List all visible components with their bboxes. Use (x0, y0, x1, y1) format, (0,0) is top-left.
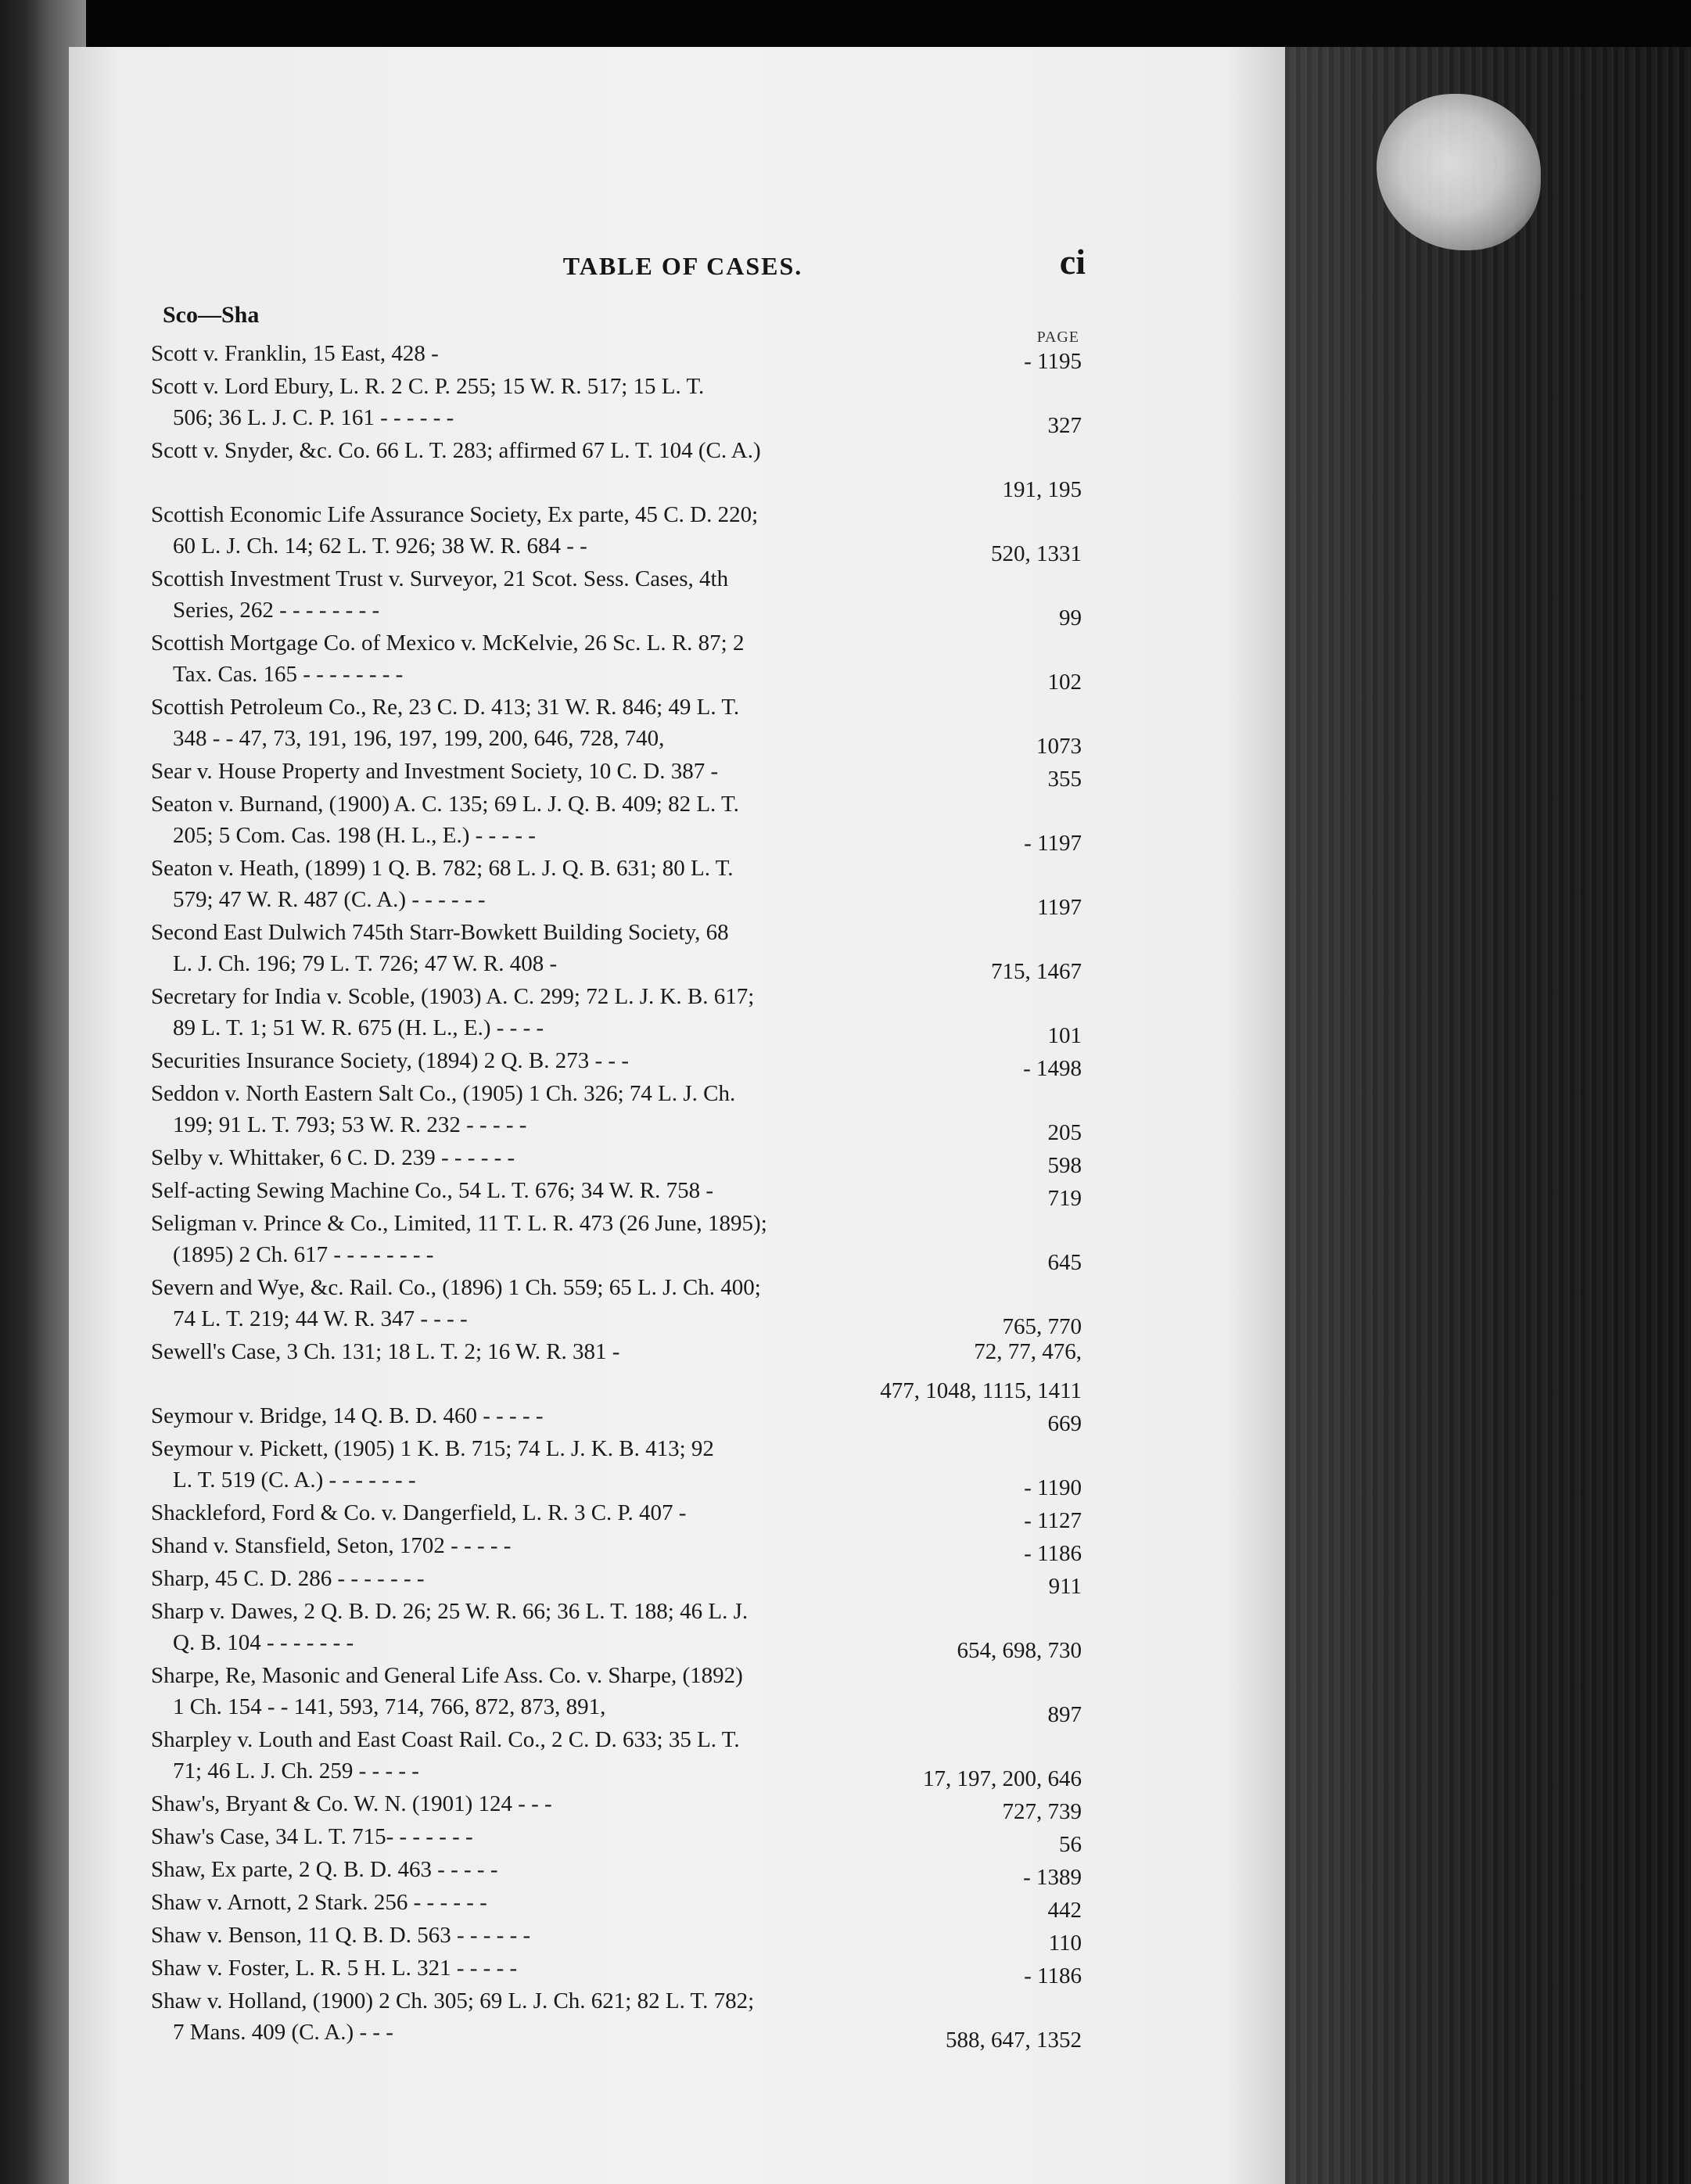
case-citation-text: Shackleford, Ford & Co. v. Dangerfield, L. R. 3 C. P. 407 - (151, 1500, 687, 1525)
case-citation-text: Shaw v. Foster, L. R. 5 H. L. 321 - - - - - (151, 1956, 518, 1981)
case-entry (151, 1175, 1082, 1211)
case-entry (151, 788, 1082, 856)
case-entry (151, 981, 1082, 1048)
case-entry-line (151, 1887, 1082, 1923)
case-entry-line (151, 530, 1082, 566)
case-entry (151, 853, 1082, 920)
case-entry-line (151, 1788, 1082, 1824)
case-entry-line (151, 1272, 1082, 1303)
case-citation-text: 1 Ch. 154 - - 141, 593, 714, 766, 872, 873, 891, (173, 1694, 606, 1719)
case-citation-text: Shaw, Ex parte, 2 Q. B. D. 463 - - - - - (151, 1857, 498, 1882)
case-citation-text: Sewell's Case, 3 Ch. 131; 18 L. T. 2; 16 W. R. 381 - (151, 1339, 620, 1364)
case-page-references: - 1186 (1024, 1963, 1082, 1988)
case-entry (151, 1336, 1082, 1403)
case-entry-line (151, 1303, 1082, 1339)
case-entry-line (151, 594, 1082, 630)
case-entry-line (151, 1530, 1082, 1566)
case-citation-text: 579; 47 W. R. 487 (C. A.) - - - - - - (173, 887, 486, 912)
case-entry-line (151, 1012, 1082, 1048)
case-citation-text: Seymour v. Pickett, (1905) 1 K. B. 715; 74 L. J. K. B. 413; 92 (151, 1436, 714, 1461)
case-citation-text: Scott v. Franklin, 15 East, 428 - (151, 341, 439, 366)
case-entry-line (151, 1336, 1082, 1367)
case-page-references: 727, 739 (1002, 1799, 1082, 1824)
case-entry (151, 1985, 1082, 2053)
case-citation-text: Shand v. Stansfield, Seton, 1702 - - - - - (151, 1533, 512, 1558)
case-entry-line (151, 1596, 1082, 1627)
case-entry-line (151, 1367, 1082, 1403)
case-citation-text: 7 Mans. 409 (C. A.) - - - (173, 2020, 393, 2045)
case-page-references: 719 (1047, 1186, 1082, 1211)
case-citation-text: Q. B. 104 - - - - - - - (173, 1630, 354, 1655)
case-page-references: 17, 197, 200, 646 (923, 1766, 1082, 1791)
case-page-references: 101 (1047, 1023, 1082, 1048)
case-entry-line (151, 1078, 1082, 1109)
case-entry-line (151, 1142, 1082, 1178)
case-citation-text: Tax. Cas. 165 - - - - - - - - (173, 662, 404, 687)
case-entry (151, 1920, 1082, 1956)
case-citation-text: Selby v. Whittaker, 6 C. D. 239 - - - - - - (151, 1145, 515, 1170)
case-entry-line (151, 1239, 1082, 1275)
case-page-references: - 1195 (1024, 349, 1082, 374)
case-page-references: - 1186 (1024, 1541, 1082, 1566)
case-citation-text: Seligman v. Prince & Co., Limited, 11 T. L. R. 473 (26 June, 1895); (151, 1211, 767, 1236)
page-column-label: PAGE (1036, 329, 1079, 346)
case-entry-line (151, 338, 1082, 374)
case-citation-text: 89 L. T. 1; 51 W. R. 675 (H. L., E.) - - - - (173, 1015, 544, 1040)
case-page-references: 110 (1048, 1931, 1082, 1956)
case-entry (151, 756, 1082, 792)
case-citation-text: 60 L. J. Ch. 14; 62 L. T. 926; 38 W. R. 684 - - (173, 533, 587, 559)
case-citation-text: 74 L. T. 219; 44 W. R. 347 - - - - (173, 1306, 468, 1331)
case-entry (151, 1952, 1082, 1988)
case-entry (151, 627, 1082, 695)
case-entry-line (151, 1627, 1082, 1663)
case-entry (151, 371, 1082, 438)
case-citation-text: 71; 46 L. J. Ch. 259 - - - - - (173, 1758, 419, 1783)
case-citation-text: Seymour v. Bridge, 14 Q. B. D. 460 - - - - - (151, 1403, 544, 1428)
case-citation-text: Sharp v. Dawes, 2 Q. B. D. 26; 25 W. R. 66; 36 L. T. 188; 46 L. J. (151, 1599, 749, 1624)
case-page-references: 654, 698, 730 (957, 1638, 1082, 1663)
case-entry (151, 1596, 1082, 1663)
case-entry-line (151, 1724, 1082, 1755)
case-entry (151, 338, 1082, 374)
case-citation-text: Shaw v. Arnott, 2 Stark. 256 - - - - - - (151, 1890, 487, 1915)
case-entry-line (151, 1109, 1082, 1145)
case-entry-line (151, 981, 1082, 1012)
case-entry (151, 1821, 1082, 1857)
running-head-title: TABLE OF CASES. (562, 252, 803, 280)
case-entry-line (151, 1045, 1082, 1081)
case-page-references: 99 (1059, 605, 1082, 630)
case-entry (151, 563, 1082, 630)
case-page-references: 897 (1047, 1702, 1082, 1727)
case-entry-line (151, 1400, 1082, 1436)
case-citation-text: Scottish Economic Life Assurance Society, Ex parte, 45 C. D. 220; (151, 502, 759, 527)
case-entry-line (151, 853, 1082, 884)
case-entry-line (151, 466, 1082, 502)
case-entry (151, 691, 1082, 759)
case-page-references: 102 (1047, 670, 1082, 695)
case-page-references: 442 (1047, 1898, 1082, 1923)
case-page-references: 72, 77, 476, (974, 1339, 1082, 1364)
case-citation-text: 348 - - 47, 73, 191, 196, 197, 199, 200, 646, 728, 740, (173, 726, 665, 751)
scan-dark-background (1283, 47, 1691, 2184)
case-entry-line (151, 1464, 1082, 1500)
case-citation-text: Seddon v. North Eastern Salt Co., (1905) 1 Ch. 326; 74 L. J. Ch. (151, 1081, 736, 1106)
case-entry (151, 1142, 1082, 1178)
case-entry (151, 1563, 1082, 1599)
case-entry (151, 1887, 1082, 1923)
case-entry-line (151, 756, 1082, 792)
case-citation-text: 205; 5 Com. Cas. 198 (H. L., E.) - - - - - (173, 823, 536, 848)
case-page-references: - 1197 (1024, 831, 1082, 856)
case-citation-text: Shaw v. Benson, 11 Q. B. D. 563 - - - - - - (151, 1923, 531, 1948)
case-page-references: 911 (1048, 1574, 1082, 1599)
case-citation-text: Series, 262 - - - - - - - - (173, 598, 380, 623)
case-entry-line (151, 659, 1082, 695)
case-entry-line (151, 1691, 1082, 1727)
case-page-references: 355 (1047, 767, 1082, 792)
case-entry-line (151, 820, 1082, 856)
case-entry-line (151, 1208, 1082, 1239)
case-citation-text: Self-acting Sewing Machine Co., 54 L. T. 676; 34 W. R. 758 - (151, 1178, 714, 1203)
case-page-references: - 1389 (1023, 1865, 1082, 1890)
case-entry-line (151, 1755, 1082, 1791)
case-entry-line (151, 627, 1082, 659)
case-citation-text: 199; 91 L. T. 793; 53 W. R. 232 - - - - - (173, 1112, 527, 1137)
case-citation-text: L. T. 519 (C. A.) - - - - - - - (173, 1467, 416, 1493)
case-entry-line (151, 1175, 1082, 1211)
case-entry-line (151, 1433, 1082, 1464)
case-entry (151, 1660, 1082, 1727)
case-entry (151, 1078, 1082, 1145)
case-citation-text: Sharpe, Re, Masonic and General Life Ass. Co. v. Sharpe, (1892) (151, 1663, 743, 1688)
case-page-references: - 1127 (1024, 1508, 1082, 1533)
case-entries-list (69, 47, 1285, 2184)
case-citation-text: Scottish Investment Trust v. Surveyor, 21 Scot. Sess. Cases, 4th (151, 566, 729, 591)
case-citation-text: Securities Insurance Society, (1894) 2 Q. B. 273 - - - (151, 1048, 629, 1073)
case-entry-line (151, 1660, 1082, 1691)
case-entry (151, 1045, 1082, 1081)
case-entry-line (151, 563, 1082, 594)
case-entry (151, 1530, 1082, 1566)
case-page-references: 327 (1047, 413, 1082, 438)
case-entry (151, 435, 1082, 502)
case-entry (151, 917, 1082, 984)
case-page-references: - 1190 (1024, 1475, 1082, 1500)
case-page-references: 520, 1331 (991, 541, 1082, 566)
case-entry-line (151, 371, 1082, 402)
case-citation-text: Scott v. Lord Ebury, L. R. 2 C. P. 255; 15 W. R. 517; 15 L. T. (151, 374, 705, 399)
case-citation-text: Sharp, 45 C. D. 286 - - - - - - - (151, 1566, 425, 1591)
case-page-references: - 1498 (1023, 1056, 1082, 1081)
case-citation-text: Scottish Petroleum Co., Re, 23 C. D. 413; 31 W. R. 846; 49 L. T. (151, 695, 740, 720)
case-entry (151, 1433, 1082, 1500)
case-entry (151, 1788, 1082, 1824)
book-page (69, 47, 1285, 2184)
case-citation-text: (1895) 2 Ch. 617 - - - - - - - - (173, 1242, 434, 1267)
case-page-references: 477, 1048, 1115, 1411 (880, 1378, 1082, 1403)
case-entry-line (151, 884, 1082, 920)
case-citation-text: Shaw's Case, 34 L. T. 715- - - - - - - (151, 1824, 473, 1849)
case-page-references: 715, 1467 (991, 959, 1082, 984)
case-page-references: 765, 770 (1002, 1314, 1082, 1339)
case-citation-text: Scott v. Snyder, &c. Co. 66 L. T. 283; affirmed 67 L. T. 104 (C. A.) (151, 438, 761, 463)
case-entry-line (151, 1563, 1082, 1599)
case-page-references: 205 (1047, 1120, 1082, 1145)
case-entry-line (151, 723, 1082, 759)
case-entry (151, 499, 1082, 566)
case-page-references: 598 (1047, 1153, 1082, 1178)
case-entry-line (151, 1952, 1082, 1988)
case-entry-line (151, 1821, 1082, 1857)
case-citation-text: Scottish Mortgage Co. of Mexico v. McKelvie, 26 Sc. L. R. 87; 2 (151, 630, 745, 656)
case-citation-text: Second East Dulwich 745th Starr-Bowkett Building Society, 68 (151, 920, 729, 945)
case-entry (151, 1272, 1082, 1339)
alphabetical-range-label: Sco—Sha (163, 302, 260, 328)
case-entry-line (151, 435, 1082, 466)
case-citation-text: Shaw v. Holland, (1900) 2 Ch. 305; 69 L. J. Ch. 621; 82 L. T. 782; (151, 1988, 755, 2013)
case-citation-text: 506; 36 L. J. C. P. 161 - - - - - - (173, 405, 454, 430)
case-citation-text: Sear v. House Property and Investment Society, 10 C. D. 387 - (151, 759, 719, 784)
case-entry-line (151, 2017, 1082, 2053)
case-entry-line (151, 788, 1082, 820)
case-entry (151, 1208, 1082, 1275)
case-page-references: 645 (1047, 1250, 1082, 1275)
case-citation-text: Seaton v. Heath, (1899) 1 Q. B. 782; 68 L. J. Q. B. 631; 80 L. T. (151, 856, 734, 881)
case-page-references: 1197 (1037, 895, 1082, 920)
case-page-references: 1073 (1036, 734, 1082, 759)
case-entry-line (151, 1497, 1082, 1533)
case-entry (151, 1400, 1082, 1436)
case-entry (151, 1724, 1082, 1791)
case-entry-line (151, 1920, 1082, 1956)
case-citation-text: Shaw's, Bryant & Co. W. N. (1901) 124 - - - (151, 1791, 552, 1816)
case-entry (151, 1854, 1082, 1890)
case-entry-line (151, 948, 1082, 984)
case-entry-line (151, 1854, 1082, 1890)
case-citation-text: L. J. Ch. 196; 79 L. T. 726; 47 W. R. 408 - (173, 951, 558, 976)
case-citation-text: Severn and Wye, &c. Rail. Co., (1896) 1 Ch. 559; 65 L. J. Ch. 400; (151, 1275, 761, 1300)
case-page-references: 56 (1059, 1832, 1082, 1857)
case-citation-text: Seaton v. Burnand, (1900) A. C. 135; 69 L. J. Q. B. 409; 82 L. T. (151, 792, 739, 817)
case-page-references: 588, 647, 1352 (946, 2028, 1082, 2053)
case-citation-text: Sharpley v. Louth and East Coast Rail. Co., 2 C. D. 633; 35 L. T. (151, 1727, 740, 1752)
case-page-references: 669 (1047, 1411, 1082, 1436)
case-citation-text: Secretary for India v. Scoble, (1903) A. C. 299; 72 L. J. K. B. 617; (151, 984, 755, 1009)
case-page-references: 191, 195 (1002, 477, 1082, 502)
case-entry-line (151, 691, 1082, 723)
case-entry-line (151, 402, 1082, 438)
case-entry (151, 1497, 1082, 1533)
page-number: ci (1059, 242, 1086, 282)
case-entry-line (151, 499, 1082, 530)
case-entry-line (151, 1985, 1082, 2017)
case-entry-line (151, 917, 1082, 948)
